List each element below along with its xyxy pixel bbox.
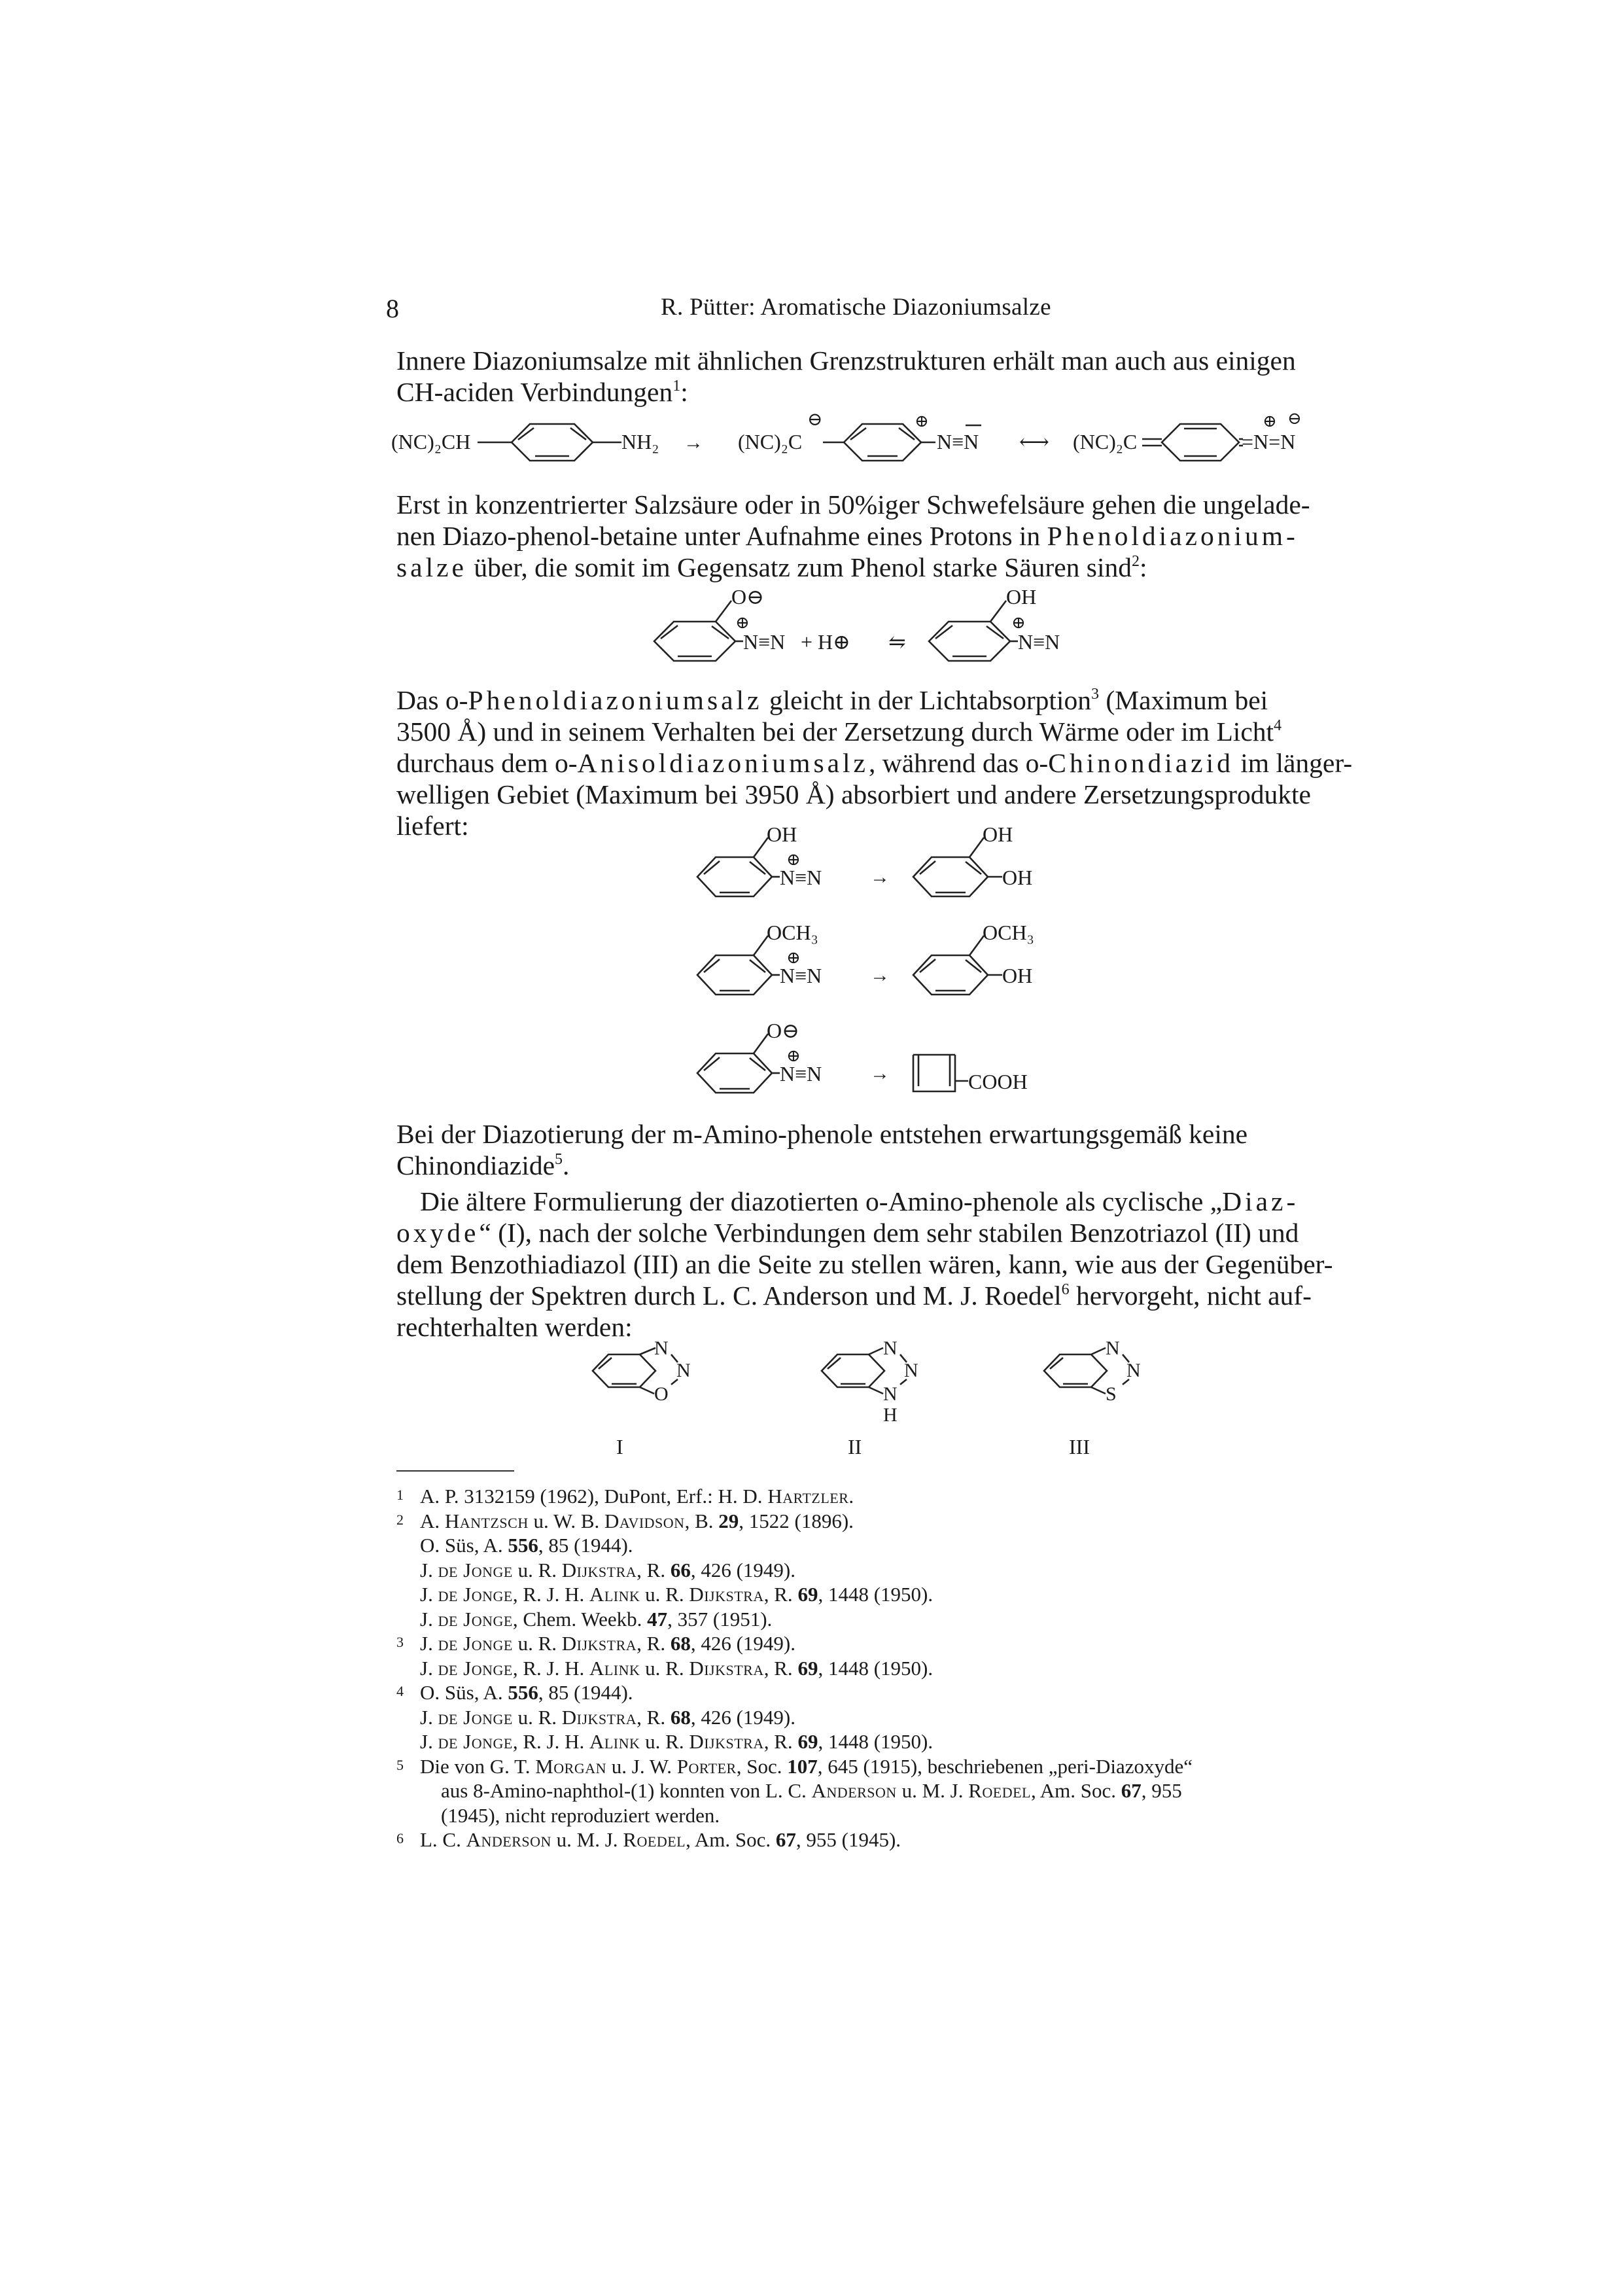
para1-line1: Innere Diazoniumsalze mit ähnlichen Grenzstrukturen erhält man auch aus einigen [396, 345, 1296, 376]
para3-l1d: (Maximum bei [1098, 685, 1268, 715]
fn5-l2d: , 955 [1141, 1779, 1182, 1802]
para3-line4: welligen Gebiet (Maximum bei 3950 Å) absorbiert und andere Zersetzungsprodukte [396, 779, 1311, 809]
fn2d-t5: , 1448 (1950). [818, 1583, 934, 1606]
footnote-3b [396, 1656, 1417, 1681]
running-head: R. Pütter: Aromatische Diazoniumsalze [661, 294, 1051, 321]
s2-ring-1 [654, 622, 735, 661]
s4-I-n2: N [676, 1360, 691, 1381]
fn3a-t1: J. [420, 1632, 438, 1655]
footnote-4c [396, 1729, 1417, 1754]
fn2c-t1: J. [420, 1558, 438, 1581]
para4-l2-end: . [563, 1150, 570, 1180]
s2-oh: OH [1006, 585, 1037, 609]
fn2a-sc1: Hantzsch [444, 1509, 529, 1532]
para3-line1 [396, 684, 1353, 716]
s2-plus-a: ⊕ [735, 613, 750, 632]
para3-l1b: Phenoldiazoniumsalz [468, 685, 763, 715]
s1-minus: ⊖ [807, 410, 823, 430]
fn2d-sc3: Dijkstra [689, 1583, 764, 1606]
para3-l1c: gleicht in der Lichtabsorption [762, 685, 1091, 715]
footnotes [396, 1484, 1417, 1852]
s3-oh-2: OH [983, 822, 1013, 846]
s4-III-s: S [1106, 1383, 1117, 1405]
fn4b-sc1: de Jonge [438, 1705, 513, 1729]
footnote-6 [396, 1828, 1417, 1852]
fn2d-t1: J. [420, 1583, 438, 1606]
s3-oh-1: OH [767, 822, 797, 846]
footnote-2b [396, 1533, 1417, 1558]
para2-l3-end: : [1139, 552, 1147, 582]
para3-l3e: im länger- [1233, 748, 1353, 778]
footnote-6-mark: 6 [396, 1830, 404, 1846]
fn3b-sc2: Alink [589, 1656, 640, 1680]
fn2e-b: 47 [647, 1607, 668, 1631]
para5-line4 [396, 1280, 1353, 1311]
fn2e-t1: J. [420, 1607, 438, 1631]
fn4a-b: 556 [508, 1681, 538, 1704]
para3-l3a: durchaus dem o- [396, 748, 578, 778]
footnote-5-mark: 5 [396, 1756, 404, 1773]
fn4b-t3: , R. [637, 1705, 671, 1729]
footnote-4a [396, 1680, 1417, 1705]
s1-nh2: NH₂ [621, 430, 659, 453]
fn3a-t3: , R. [637, 1632, 671, 1655]
s3-arrow-1: → [870, 866, 890, 888]
s4-ring-III [1044, 1354, 1107, 1387]
fn4c-sc1: de Jonge [438, 1730, 513, 1753]
footnote-5-line3: (1945), nicht reproduziert werden. [441, 1803, 720, 1827]
s4-ring-I [593, 1354, 655, 1387]
para3-l1a: Das o- [396, 685, 468, 715]
s4-ring-II [822, 1354, 884, 1387]
footnote-ref-1: 1 [672, 378, 681, 395]
fn5-l1b: u. J. W. [606, 1754, 677, 1778]
para2-line2 [396, 520, 1353, 552]
fn6-t1: L. C. [420, 1828, 466, 1851]
fn2a-t2: u. W. B. [528, 1509, 605, 1532]
fn3b-t2: , R. J. H. [512, 1656, 589, 1680]
fn1-sc1: Hartzler [767, 1485, 849, 1508]
fn5-b1: 107 [787, 1754, 818, 1778]
fn6-t2: u. M. J. [551, 1828, 623, 1851]
footnote-ref-5: 5 [555, 1151, 563, 1168]
s1-nc2c-a: (NC)₂C [738, 430, 803, 453]
s3-n-eq-n-3: N≡N [780, 1062, 822, 1086]
s1-eq-n-n: =N=N [1242, 430, 1296, 453]
fn2c-t2: u. R. [512, 1558, 562, 1581]
para5-line5: rechterhalten werden: [396, 1312, 633, 1342]
footnote-4-mark: 4 [396, 1683, 404, 1699]
scheme-2 [654, 585, 1060, 661]
para5-l4b: hervorgeht, nicht auf- [1069, 1280, 1312, 1311]
fn1-t2: . [848, 1485, 854, 1508]
s3-ring-2a [697, 955, 772, 995]
s4-I-o: O [654, 1383, 669, 1405]
para1-end: : [680, 377, 688, 407]
fn2c-sc1: de Jonge [438, 1558, 513, 1581]
fn2c-b: 66 [670, 1558, 691, 1581]
scheme-3 [697, 822, 1034, 1093]
scheme-4 [593, 1337, 1141, 1458]
fn4c-b: 69 [797, 1730, 818, 1753]
para5-line3: dem Benzothiadiazol (III) an die Seite zu stellen wären, kann, wie aus der Gegenüber- [396, 1249, 1333, 1279]
s2-o-minus: O⊖ [731, 585, 764, 609]
fn4c-t4: , R. [763, 1730, 798, 1753]
fn5-l2b: u. M. J. [896, 1779, 969, 1802]
paragraph-2 [396, 489, 1353, 583]
fn5-sc1: Morgan [535, 1754, 607, 1778]
fn4a-t1: O. Süs, A. [420, 1681, 508, 1704]
paragraph-4 [396, 1118, 1353, 1181]
fn2c-t3: , R. [637, 1558, 671, 1581]
fn6-t4: , 955 (1945). [795, 1828, 901, 1851]
s1-nc2c-b: (NC)₂C [1073, 430, 1138, 453]
fn2d-t2: , R. J. H. [512, 1583, 589, 1606]
fn3b-t3: u. R. [640, 1656, 689, 1680]
fn6-b: 67 [775, 1828, 796, 1851]
para2-line1: Erst in konzentrierter Salzsäure oder in 50%iger Schwefelsäure gehen die ungelade- [396, 489, 1310, 520]
para3-l3d: Chinondiazid [1048, 748, 1234, 778]
footnote-4b [396, 1705, 1417, 1730]
s4-II-n1: N [883, 1337, 898, 1359]
fn5-l2a: aus 8-Amino-naphthol-(1) konnten von L. C. [441, 1779, 812, 1802]
footnote-1-mark: 1 [396, 1487, 404, 1503]
para1-text: CH-aciden Verbindungen [396, 377, 673, 407]
s3-ring-1a [697, 857, 772, 896]
s2-equilibrium: ⇋ [888, 630, 906, 654]
fn2c-t4: , 426 (1949). [690, 1558, 796, 1581]
fn2e-t2: , Chem. Weekb. [512, 1607, 648, 1631]
fn6-sc2: Roedel [623, 1828, 686, 1851]
fn5-sc4: Roedel [968, 1779, 1031, 1802]
fn5-l1a: Die von G. T. [420, 1754, 536, 1778]
fn3b-b: 69 [797, 1656, 818, 1680]
fn6-sc1: Anderson [466, 1828, 551, 1851]
fn3b-sc3: Dijkstra [689, 1656, 764, 1680]
scheme-1 [391, 409, 1302, 461]
s3-minus-1: ⊕ [786, 850, 801, 869]
s2-n-eq-n-b: N≡N [1018, 630, 1060, 654]
fn2d-t3: u. R. [640, 1583, 689, 1606]
fn2d-sc2: Alink [589, 1583, 640, 1606]
s3-oh-4: OH [1002, 964, 1033, 987]
fn3a-sc1: de Jonge [438, 1632, 513, 1655]
s1-ring-2 [844, 424, 921, 461]
fn4c-t2: , R. J. H. [512, 1730, 589, 1753]
s3-ring-1b [913, 857, 988, 896]
fn2b-t1: O. Süs, A. [420, 1534, 508, 1557]
s3-n-eq-n-1: N≡N [780, 866, 822, 889]
para3-l2a: 3500 Å) und in seinem Verhalten bei der Zersetzung durch Wärme oder im Licht [396, 716, 1274, 747]
page-number: 8 [386, 294, 399, 323]
footnote-3-mark: 3 [396, 1634, 404, 1650]
footnote-2d [396, 1582, 1417, 1607]
s4-label-I: I [616, 1435, 623, 1458]
s1-n-eq-n: N≡N [937, 430, 979, 453]
fn2b-b: 556 [508, 1534, 538, 1557]
s3-och3-2: OCH₃ [983, 921, 1034, 944]
s2-ring-2 [929, 622, 1010, 661]
s2-plus-b: ⊕ [1011, 613, 1026, 632]
fn1-t1: A. P. 3132159 (1962), DuPont, Erf.: H. D. [420, 1485, 768, 1508]
fn5-sc3: Anderson [811, 1779, 897, 1802]
para5-l2b: “ (I), nach der solche Verbindungen dem sehr stabilen Benzotriazol (II) und [479, 1218, 1299, 1248]
fn2a-t3: , B. [684, 1509, 719, 1532]
fn5-l1c: , Soc. [736, 1754, 788, 1778]
fn4b-b: 68 [670, 1705, 691, 1729]
fn3a-sc2: Dijkstra [561, 1632, 637, 1655]
fn4c-t5: , 1448 (1950). [818, 1730, 934, 1753]
fn5-b2: 67 [1121, 1779, 1142, 1802]
para5-line2 [396, 1217, 1353, 1248]
paragraph-3 [396, 684, 1353, 841]
fn2e-sc1: de Jonge [438, 1607, 513, 1631]
para3-l3c: , während das o- [868, 748, 1049, 778]
footnote-5-line2 [396, 1778, 1417, 1803]
s3-ring-2b [913, 955, 988, 995]
para3-line5: liefert: [396, 811, 469, 841]
fn3b-t1: J. [420, 1656, 438, 1680]
s4-I-n1: N [654, 1337, 669, 1359]
fn4c-sc3: Dijkstra [689, 1730, 764, 1753]
s3-arrow-3: → [870, 1063, 890, 1084]
fn3b-t4: , R. [763, 1656, 798, 1680]
fn3a-t2: u. R. [512, 1632, 562, 1655]
s4-label-II: II [848, 1435, 862, 1458]
footnote-rule [396, 1470, 514, 1472]
s1-plus-a: ⊕ [915, 412, 929, 431]
fn4c-t3: u. R. [640, 1730, 689, 1753]
s3-oh-3: OH [1002, 866, 1033, 889]
s2-n-eq-n-a: N≡N [743, 630, 786, 654]
para4-line2 [396, 1150, 1353, 1181]
fn5-l2c: , Am. Soc. [1031, 1779, 1121, 1802]
paragraph-5 [396, 1186, 1353, 1343]
fn2a-sc2: Davidson [604, 1509, 685, 1532]
fn3b-sc1: de Jonge [438, 1656, 513, 1680]
fn4b-t1: J. [420, 1705, 438, 1729]
para3-line2 [396, 716, 1353, 747]
fn4c-sc2: Alink [589, 1730, 640, 1753]
s4-III-n2: N [1126, 1360, 1141, 1381]
fn5-l1d: , 645 (1915), beschriebenen „peri-Diazoxyde“ [817, 1754, 1193, 1778]
fn2d-t4: , R. [763, 1583, 798, 1606]
fn2a-t4: , 1522 (1896). [739, 1509, 854, 1532]
para2-l2b: Phenoldiazonium- [1047, 521, 1299, 551]
footnote-3a [396, 1631, 1417, 1656]
fn3a-b: 68 [670, 1632, 691, 1655]
para4-l2: Chinondiazide [396, 1150, 555, 1180]
s1-ring-3 [1162, 424, 1239, 461]
s1-minus-b: ⊖ [1287, 409, 1302, 428]
para2-l3a: salze [396, 552, 467, 582]
s3-ring-3a [697, 1053, 772, 1093]
para5-l4a: stellung der Spektren durch L. C. Anderson und M. J. Roedel [396, 1280, 1062, 1311]
footnote-ref-3: 3 [1091, 686, 1099, 703]
footnote-ref-2: 2 [1131, 553, 1140, 570]
footnote-1 [396, 1484, 1417, 1509]
fn2b-t2: , 85 (1944). [538, 1534, 633, 1557]
s3-cyclopentadiene [913, 1055, 955, 1091]
s3-o-minus: O⊖ [767, 1019, 799, 1042]
para5-l2a: oxyde [396, 1218, 480, 1248]
fn4c-t1: J. [420, 1730, 438, 1753]
footnote-2a [396, 1509, 1417, 1534]
footnote-2c [396, 1558, 1417, 1583]
para2-l3b: über, die somit im Gegensatz zum Phenol starke Säuren sind [466, 552, 1132, 582]
para2-l2a: nen Diazo-phenol-betaine unter Aufnahme eines Protons in [396, 521, 1047, 551]
fn3a-t4: , 426 (1949). [690, 1632, 796, 1655]
fn4b-sc2: Dijkstra [561, 1705, 637, 1729]
s3-plus-3: ⊕ [786, 1046, 801, 1065]
fn2d-sc1: de Jonge [438, 1583, 513, 1606]
footnote-2e [396, 1607, 1417, 1632]
para3-line3 [396, 747, 1353, 779]
s4-II-n2: N [904, 1360, 918, 1381]
s3-arrow-2: → [870, 964, 890, 986]
s1-ncch2: (NC)₂CH [391, 430, 471, 453]
fn5-sc2: Porter [676, 1754, 737, 1778]
fn2a-t1: A. [420, 1509, 445, 1532]
fn6-t3: , Am. Soc. [686, 1828, 776, 1851]
fn4b-t4: , 426 (1949). [690, 1705, 796, 1729]
para5-line1 [396, 1186, 1353, 1217]
footnote-ref-6: 6 [1061, 1281, 1070, 1298]
s4-label-III: III [1069, 1435, 1090, 1458]
para3-l3b: Anisoldiazoniumsalz [577, 748, 869, 778]
footnote-5 [396, 1754, 1417, 1779]
s3-cooh: COOH [968, 1070, 1028, 1093]
s4-II-n3: N [883, 1383, 898, 1405]
s4-III-n1: N [1106, 1337, 1120, 1359]
fn2a-b: 29 [718, 1509, 739, 1532]
para5-l1b: Diaz- [1222, 1186, 1299, 1216]
fn4a-t2: , 85 (1944). [538, 1681, 633, 1704]
s1-arrow-1: → [684, 432, 703, 453]
para2-line3 [396, 552, 1353, 583]
fn4b-t2: u. R. [512, 1705, 562, 1729]
fn3b-t5: , 1448 (1950). [818, 1656, 934, 1680]
footnote-2-mark: 2 [396, 1511, 404, 1528]
s2-plus-h: + H⊕ [801, 630, 850, 654]
para5-l1a: Die ältere Formulierung der diazotierten o-Amino-phenole als cyclische „ [420, 1186, 1223, 1216]
s1-resonance: ⟷ [1019, 430, 1049, 453]
fn2c-sc2: Dijkstra [561, 1558, 637, 1581]
s3-plus-2: ⊕ [786, 948, 801, 967]
s3-n-eq-n-2: N≡N [780, 964, 822, 987]
s1-plus-b: ⊕ [1263, 412, 1277, 431]
fn2e-t3: , 357 (1951). [667, 1607, 773, 1631]
para4-line1: Bei der Diazotierung der m-Amino-phenole entstehen erwartungsgemäß keine [396, 1119, 1248, 1149]
s4-II-h: H [883, 1404, 898, 1426]
s3-och3-1: OCH₃ [767, 921, 818, 944]
fn2d-b: 69 [797, 1583, 818, 1606]
s1-ring-1 [512, 424, 593, 461]
footnote-ref-4: 4 [1274, 717, 1282, 734]
